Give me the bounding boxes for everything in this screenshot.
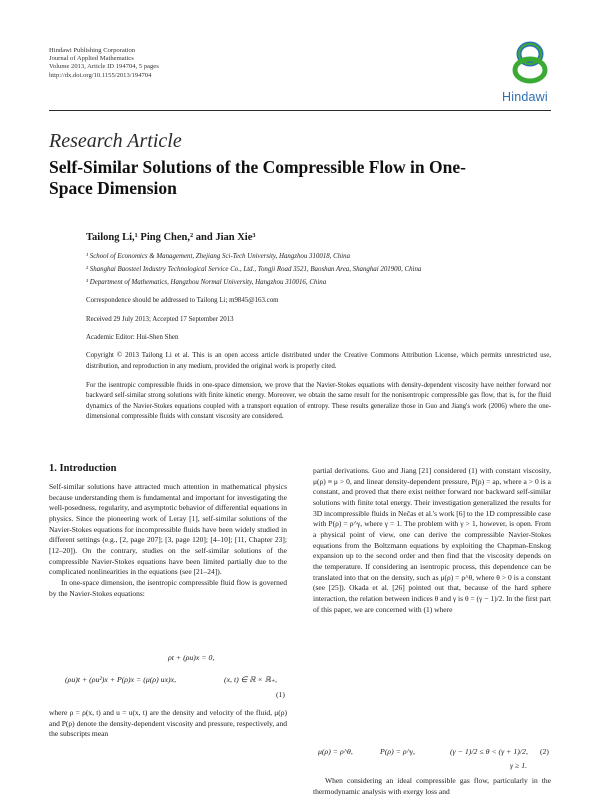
equation-1-number: (1) (276, 690, 285, 699)
publisher-line: Hindawi Publishing Corporation (49, 47, 136, 54)
abstract: For the isentropic compressible fluids in one-space dimension, we prove that the Navier-Stokes equations with density-dependent viscosity have neither forward nor backward self-similar strong solutions with finite kinetic energy. Moreover, we obtain the same result for the nonisentropic compressible gas flow, that is, for the fluid dynamics of the Navier-Stokes equations coupled with a transport equation of entropy. These results generalize those in Guo and Jiang's work (2006) where the one-dimensional compressible fluids with constant viscosity are considered. (86, 382, 551, 421)
equation-2c: (γ − 1)/2 ≤ θ < (γ + 1)/2, (450, 747, 528, 756)
equation-1b: (ρu)t + (ρu²)x + P(ρ)x = (μ(ρ) ux)x, (65, 675, 177, 684)
logo-word: Hindawi (502, 90, 548, 104)
right-column (313, 466, 551, 615)
left-column (49, 482, 287, 599)
hindawi-logo (500, 40, 560, 106)
academic-editor: Academic Editor: Hui-Shen Shen (86, 334, 179, 341)
equation-1a: ρt + (ρu)x = 0, (168, 653, 215, 662)
right-column-continued (313, 776, 551, 797)
volume-line: Volume 2013, Article ID 194704, 5 pages (49, 63, 159, 71)
affiliation-2: ² Shanghai Baosteel Industry Technological Service Co., Ltd., Tongji Road 3521, Baoshan Area, Shanghai 201900, China (86, 266, 422, 273)
journal-line: Journal of Applied Mathematics (49, 55, 134, 63)
equation-1-domain: (x, t) ∈ ℝ × ℝ₊, (224, 675, 277, 684)
header-divider (49, 110, 551, 111)
hindawi-rings-icon (500, 40, 560, 88)
equation-2d: γ ≥ 1. (510, 761, 528, 770)
affiliation-3: ³ Department of Mathematics, Hangzhou Normal University, Hangzhou 310016, China (86, 279, 327, 286)
right-paragraph-2: When considering an ideal compressible gas flow, particularly in the thermodynamic analysis with exergy loss and (313, 776, 551, 796)
copyright-notice: Copyright © 2013 Tailong Li et al. This is an open access article distributed under the Creative Commons Attribution License, which permits unrestricted use, distribution, and reproduction in any medium, provided the original work is properly cited. (86, 352, 551, 370)
article-type: Research Article (49, 130, 182, 152)
equation-2b: P(ρ) = ρ^γ, (380, 747, 415, 756)
section-heading: 1. Introduction (49, 463, 117, 474)
author-list: Tailong Li,¹ Ping Chen,² and Jian Xie³ (86, 232, 256, 243)
intro-paragraph-2: In one-space dimension, the isentropic compressible fluid flow is governed by the Navier-Stokes equations: (49, 577, 287, 598)
affiliation-1: ¹ School of Economics & Management, Zhejiang Sci-Tech University, Hangzhou 310018, China (86, 253, 351, 260)
equation-2-number: (2) (540, 747, 549, 756)
intro-paragraph-3: where ρ = ρ(x, t) and u = u(x, t) are the density and velocity of the fluid, μ(ρ) and P(ρ) denote the density-dependent viscosity and pressure, respectively, and the subscripts mean (49, 708, 287, 739)
journal-header (49, 47, 159, 80)
equation-2a: μ(ρ) = ρ^θ, (318, 747, 353, 756)
correspondence: Correspondence should be addressed to Tailong Li; m9845@163.com (86, 297, 279, 304)
intro-paragraph-1: Self-similar solutions have attracted much attention in mathematical physics because understanding them is fundamental and important for investigating the well-posedness, regularity, and asymptotic behavior of differential equations in physics. Since the pioneering work of Leray [1], self-similar solutions of the Navier-Stokes equations for incompressible fluids have been widely studied in different settings (e.g., [2, page 207]; [3, page 120]; [4–10]; [11, Chapter 23]; [12–20]). On the contrary, studies on the self-similar solutions of the compressible Navier-Stokes equations have been limited partially due to the complicated nonlinearities in the equations (see [21–24]). (49, 482, 287, 577)
paper-title: Self-Similar Solutions of the Compressible Flow in One-Space Dimension (49, 157, 466, 198)
left-column-continued (49, 708, 287, 740)
received-dates: Received 29 July 2013; Accepted 17 September 2013 (86, 316, 234, 323)
doi-link[interactable]: http://dx.doi.org/10.1155/2013/194704 (49, 71, 152, 79)
right-paragraph-1: partial derivations. Guo and Jiang [21] considered (1) with constant viscosity, μ(ρ) ≡ μ > 0, and linear density-dependent pressure, P(ρ) = aρ, where a > 0 is a constant, and proved that there exist neither forward nor backward self-similar solutions with finite total energy. Their investigation generalized the results for 3D incompressible fluids in Nečas et al.'s work [6] to the 1D compressible case with P(ρ) = ρ^γ, where γ = 1. The problem with γ > 1, however, is open. From a physical point of view, one can derive the compressible Navier-Stokes equations from the Boltzmann equations by exploiting the Chapman-Enskog expansion up to the second order and then find that the viscosity depends on the temperature. If considering an isentropic process, this dependence can be translated into that on the density, such as μ(ρ) = ρ^θ, where θ > 0 is a constant (see [25]). Okada et al. [26] pointed out that, because of the hard sphere interaction, the relation between indices θ and γ is θ = (γ − 1)/2. In the first part of this paper, we are concerned with (1) where (313, 466, 551, 614)
